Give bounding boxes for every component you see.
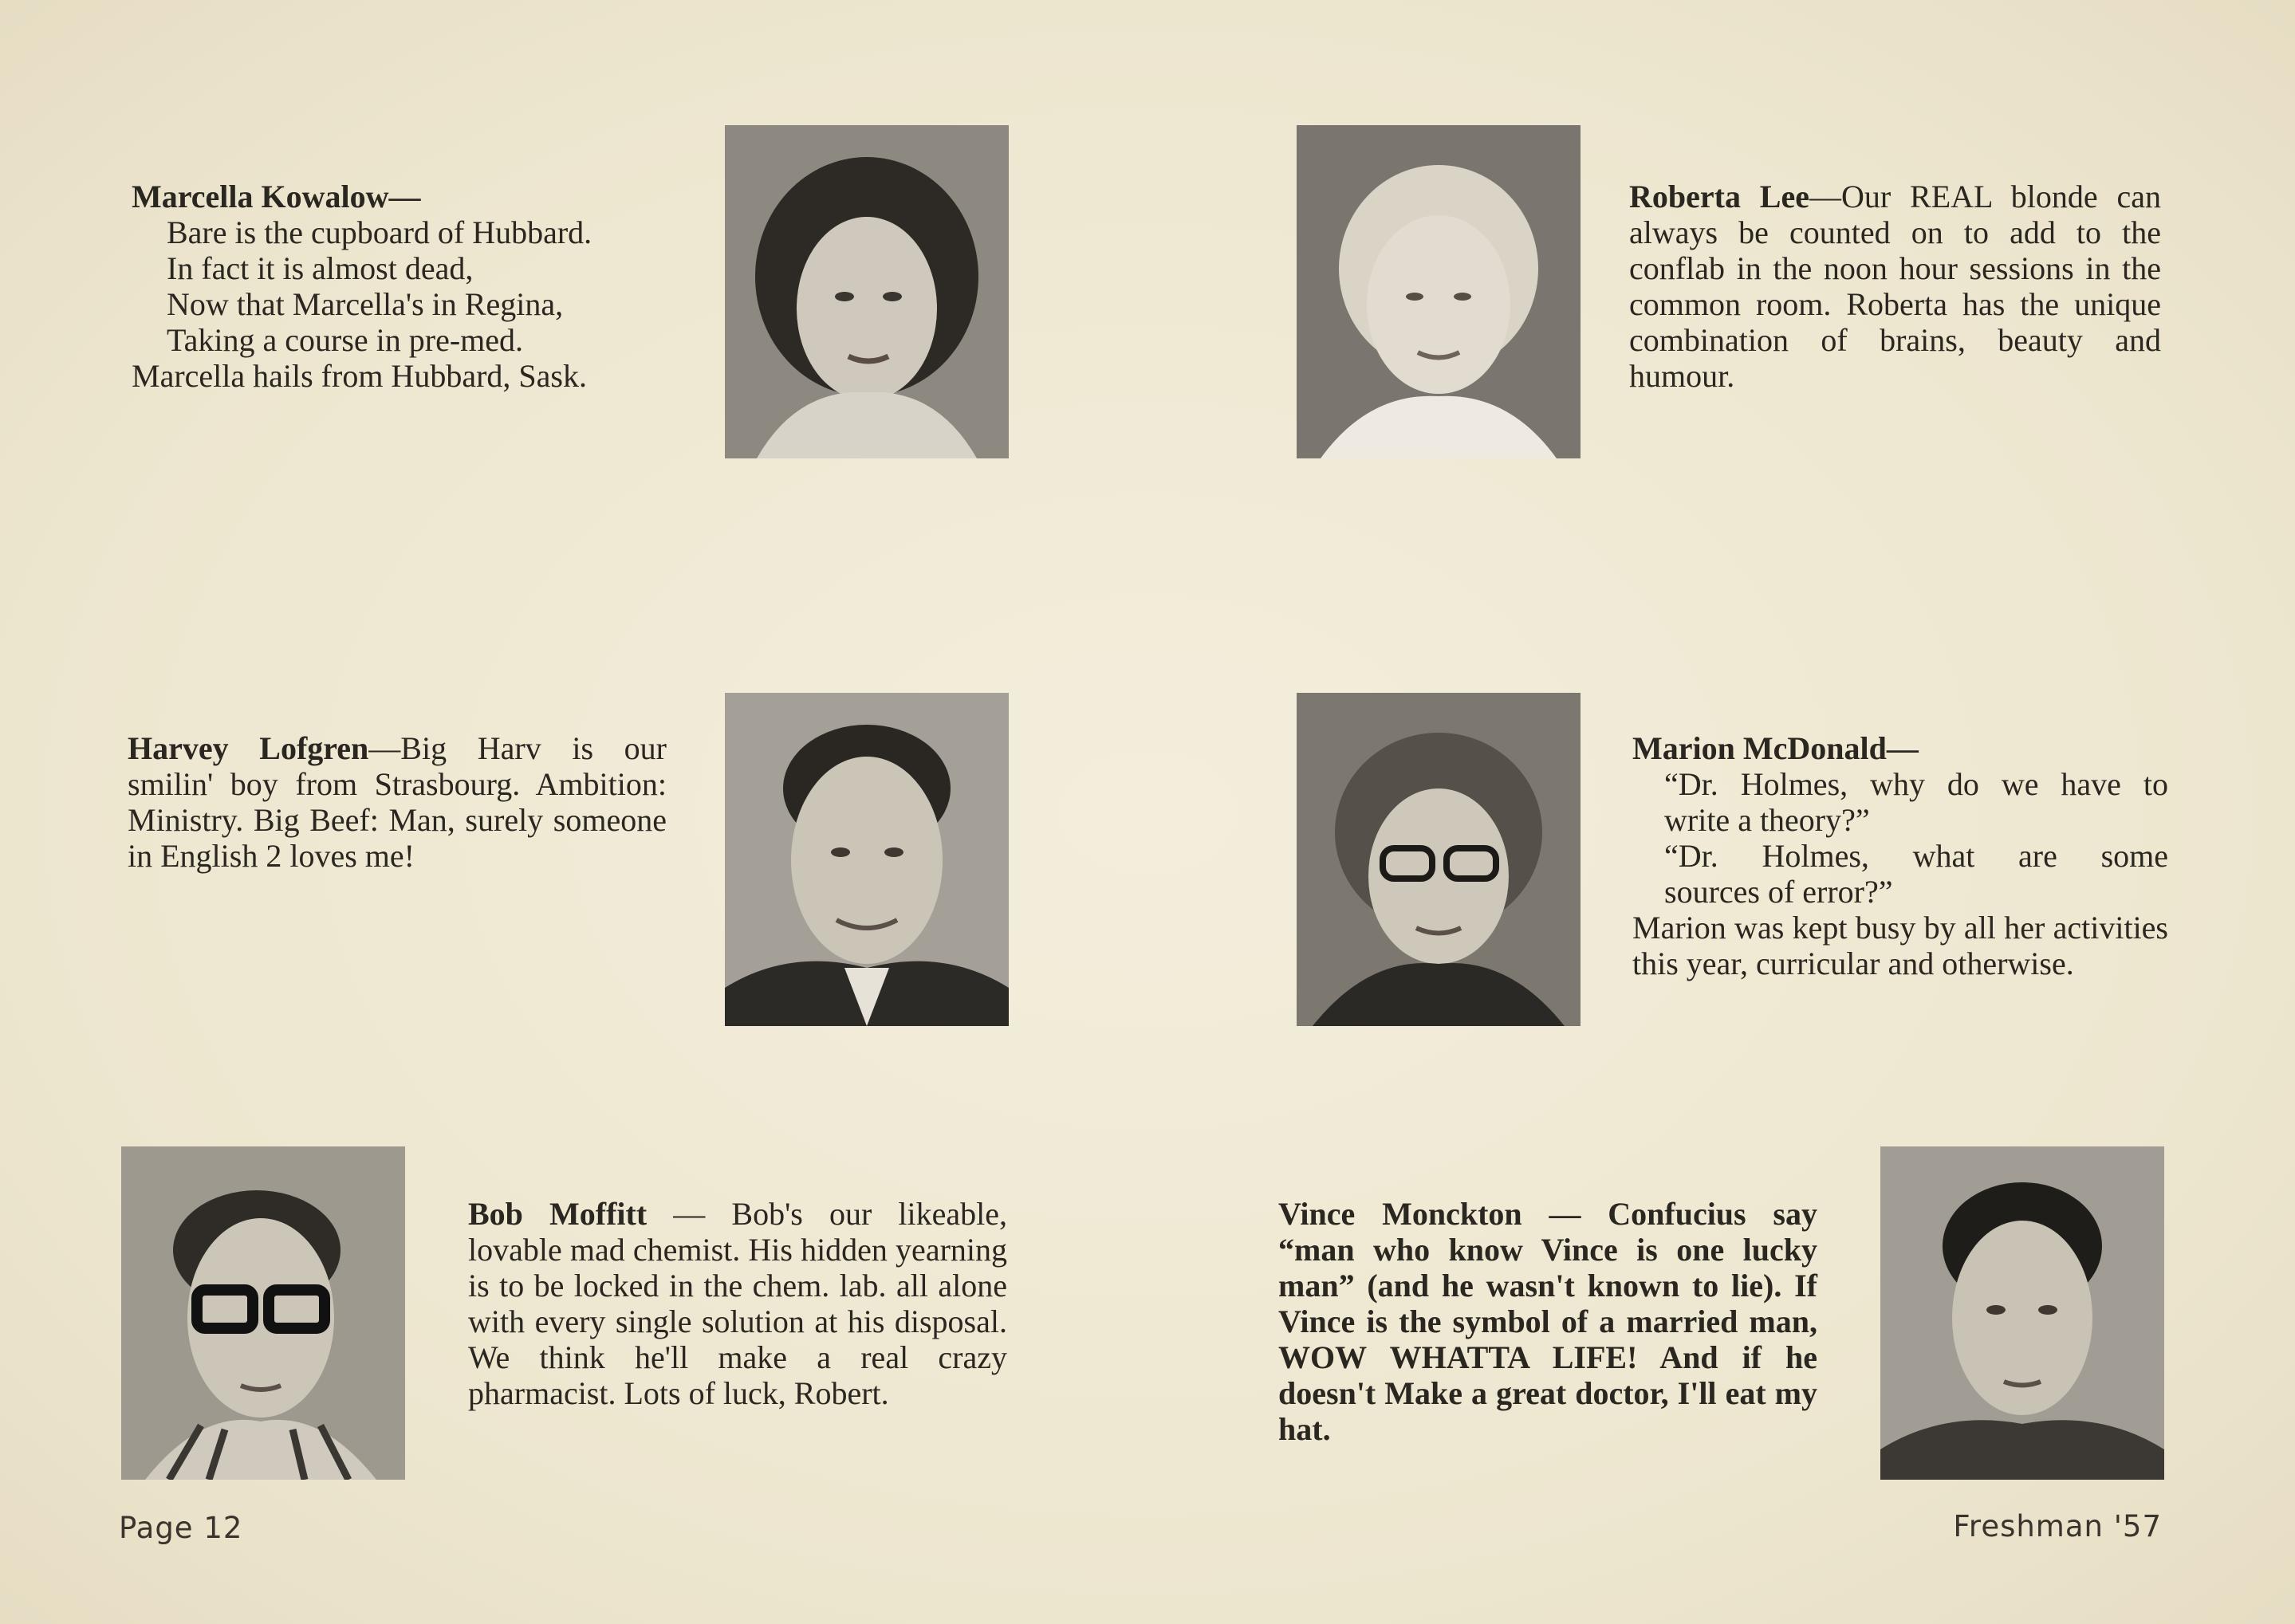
- lofgren-portrait: [725, 693, 1009, 1026]
- mcdonald-name: Marion McDonald—: [1632, 730, 1919, 766]
- mcdonald-quote-2a: “Dr. Holmes, what are some: [1664, 838, 2168, 874]
- mcdonald-closing: Marion was kept busy by all her activities this year, curricular and otherwise.: [1632, 910, 2168, 981]
- moffitt-bio: [468, 1196, 1007, 1411]
- lee-bio: [1629, 179, 2161, 394]
- kowalow-verse-1: Bare is the cupboard of Hubbard.: [167, 214, 592, 250]
- kowalow-portrait: [725, 125, 1009, 458]
- kowalow-verse-2: In fact it is almost dead,: [167, 250, 474, 286]
- mcdonald-bio: [1632, 730, 2168, 981]
- page-number: Page 12: [119, 1511, 243, 1545]
- moffitt-text: — Bob's our likeable, lovable mad chemist. His hidden yearning is to be locked in the chem. lab. all alone with every single solution at his disposal. We think he'll make a real crazy pharmacist. Lots of luck, Robert.: [468, 1196, 1007, 1411]
- mcdonald-quote-1a: “Dr. Holmes, why do we have to: [1664, 766, 2168, 802]
- mcdonald-portrait: [1297, 693, 1581, 1026]
- mcdonald-quote-1b: write a theory?”: [1664, 802, 1870, 838]
- monckton-name: Vince Monckton: [1278, 1196, 1522, 1232]
- lee-name: Roberta Lee: [1629, 179, 1809, 214]
- lofgren-text: —Big Harv is our smilin' boy from Strasbourg. Ambition: Ministry. Big Beef: Man, surely someone in English 2 loves me!: [128, 730, 667, 874]
- lofgren-name: Harvey Lofgren: [128, 730, 369, 766]
- monckton-text: — Confucius say “man who know Vince is one lucky man” (and he wasn't known to lie). If Vince is the symbol of a married man, WOW WHATTA LIFE! And if he doesn't Make a great doctor, I'll eat my hat.: [1278, 1196, 1817, 1447]
- lofgren-bio: [128, 730, 667, 874]
- publication-title: Freshman '57: [1953, 1509, 2162, 1543]
- kowalow-verse-4: Taking a course in pre-med.: [167, 322, 524, 358]
- moffitt-portrait: [121, 1146, 405, 1480]
- monckton-bio: [1278, 1196, 1817, 1447]
- kowalow-bio: [132, 179, 674, 394]
- kowalow-verse-3: Now that Marcella's in Regina,: [167, 286, 564, 322]
- kowalow-closing: Marcella hails from Hubbard, Sask.: [132, 358, 587, 394]
- moffitt-name: Bob Moffitt: [468, 1196, 648, 1232]
- mcdonald-quote-2b: sources of error?”: [1664, 874, 1893, 910]
- monckton-portrait: [1880, 1146, 2164, 1480]
- kowalow-name: Marcella Kowalow—: [132, 179, 421, 214]
- lee-text: —Our REAL blonde can always be counted on to add to the conflab in the noon hour sessions in the common room. Roberta has the unique combination of brains, beauty and humour.: [1629, 179, 2161, 394]
- lee-portrait: [1297, 125, 1581, 458]
